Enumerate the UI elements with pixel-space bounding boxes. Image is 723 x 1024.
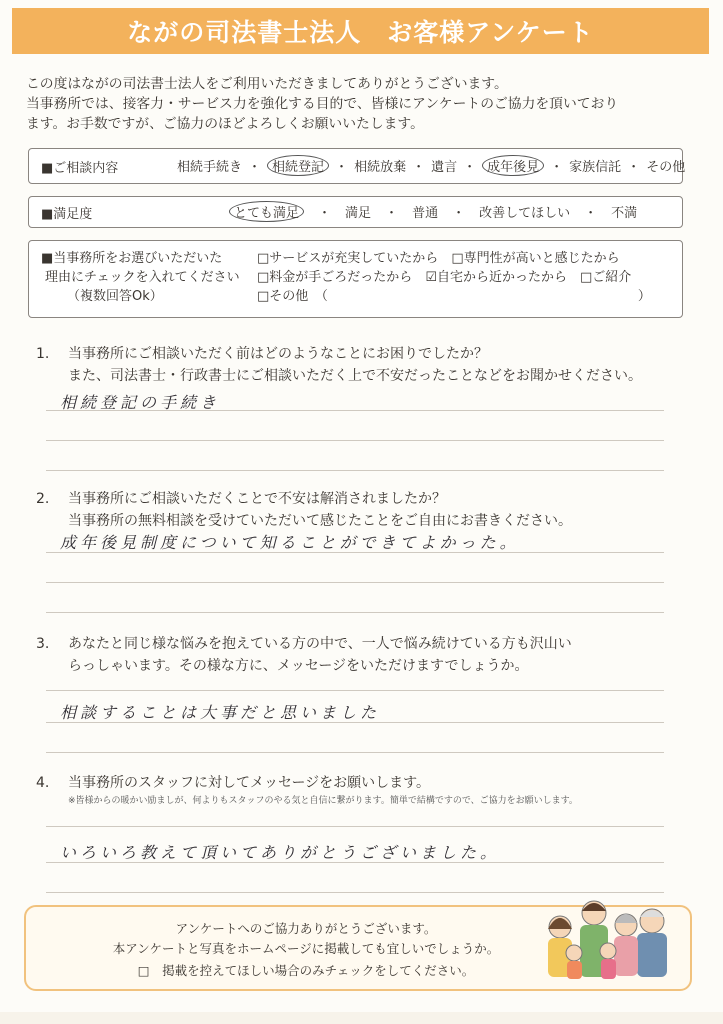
intro-line: この度はながの司法書士法人をご利用いただきましてありがとうございます。 xyxy=(26,76,508,92)
question-1 xyxy=(36,343,642,387)
consult-label: ■ご相談内容 xyxy=(41,161,119,176)
reason-checkbox[interactable]: □専門性が高いと感じたから xyxy=(451,251,620,266)
consult-options: 相続手続き ・ 相続登記 ・ 相続放棄 ・ 遺言 ・ 成年後見 ・ 家族信託 ・ その他 xyxy=(177,155,685,176)
paren-open: （ xyxy=(321,289,328,304)
question-text: 当事務所にご相談いただく前はどのようなことにお困りでしたか？ xyxy=(68,346,488,362)
question-2 xyxy=(36,488,572,532)
question-4 xyxy=(36,772,578,808)
reason-checkbox[interactable]: □料金が手ごろだったから xyxy=(257,270,413,285)
intro-text xyxy=(26,74,706,134)
question-number: 3. xyxy=(36,636,50,652)
reason-options xyxy=(257,249,651,306)
consult-option[interactable]: 遺言 xyxy=(431,160,458,175)
answer-4-handwriting: いろいろ教えて頂いてありがとうございました。 xyxy=(60,843,501,862)
survey-title: ながの司法書士法人 お客様アンケート xyxy=(12,8,709,54)
page-bottom-edge xyxy=(0,1012,723,1024)
question-number: 1. xyxy=(36,346,50,362)
reason-checkbox[interactable]: □ご紹介 xyxy=(579,270,632,285)
satisfaction-box xyxy=(28,196,683,228)
question-note: ※皆様からの暖かい励ましが、何よりもスタッフのやる気と自信に繋がります。簡単で結構ですので、ご協力をお願いします。 xyxy=(68,796,578,806)
question-text: 当事務所にご相談いただくことで不安は解消されましたか？ xyxy=(68,491,446,507)
answer-line xyxy=(46,826,664,827)
answer-line xyxy=(46,582,664,583)
question-text: らっしゃいます。その様な方に、メッセージをいただけますでしょうか。 xyxy=(68,658,529,674)
reason-label-line: 理由にチェックを入れてください xyxy=(45,270,240,285)
question-text: また、司法書士・行政書士にご相談いただく上で不安だったことなどをお聞かせください。 xyxy=(68,368,642,384)
intro-line: ます。お手数ですが、ご協力のほどよろしくお願いいたします。 xyxy=(26,116,424,132)
satisfaction-label: ■満足度 xyxy=(41,207,93,222)
satisfaction-options: とても満足 ・ 満足 ・ 普通 ・ 改善してほしい ・ 不満 xyxy=(229,201,637,222)
satisfaction-option[interactable]: 改善してほしい xyxy=(479,206,571,221)
answer-line xyxy=(46,410,664,411)
answer-line xyxy=(46,690,664,691)
answer-line xyxy=(46,862,664,863)
family-illustration-icon xyxy=(534,895,684,987)
reason-label-line: （複数回答Ok） xyxy=(67,289,163,304)
satisfaction-option[interactable]: 満足 xyxy=(345,206,372,221)
footer-permission: 本アンケートと写真をホームページに掲載しても宜しいでしょうか。 xyxy=(112,941,500,956)
footer-panel xyxy=(24,905,692,991)
consult-option[interactable]: 家族信託 xyxy=(569,160,622,175)
answer-line xyxy=(46,470,664,471)
question-text: 当事務所の無料相談を受けていただいて感じたことをご自由にお書きください。 xyxy=(68,513,572,529)
answer-3-handwriting: 相談することは大事だと思いました xyxy=(60,703,381,722)
answer-1-handwriting: 相続登記の手続き xyxy=(60,393,221,412)
question-number: 2. xyxy=(36,491,50,507)
intro-line: 当事務所では、接客力・サービス力を強化する目的で、皆様にアンケートのご協力を頂いており xyxy=(26,96,619,112)
question-text: 当事務所のスタッフに対してメッセージをお願いします。 xyxy=(68,775,431,791)
paren-close: ） xyxy=(637,289,651,304)
consult-option[interactable]: 相続手続き xyxy=(177,160,243,175)
answer-line xyxy=(46,722,664,723)
answer-2-handwriting: 成年後見制度について知ることができてよかった。 xyxy=(60,533,520,552)
footer-thanks: アンケートへのご協力ありがとうございます。 xyxy=(175,921,437,936)
consult-box xyxy=(28,148,686,184)
satisfaction-option[interactable]: 普通 xyxy=(412,206,439,221)
reason-box xyxy=(28,240,683,318)
satisfaction-option[interactable]: 不満 xyxy=(611,206,638,221)
reason-checkbox[interactable]: □サービスが充実していたから xyxy=(257,251,439,266)
question-number: 4. xyxy=(36,775,50,791)
footer-opt-out-checkbox[interactable]: □ 掲載を控えてほしい場合のみチェックをしてください。 xyxy=(137,963,475,978)
consult-option-selected[interactable]: 成年後見 xyxy=(482,155,544,176)
question-3 xyxy=(36,633,572,677)
reason-label-line: ■当事務所をお選びいただいた xyxy=(41,251,223,266)
answer-line xyxy=(46,892,664,893)
answer-line xyxy=(46,552,664,553)
consult-option[interactable]: 相続放棄 xyxy=(354,160,407,175)
satisfaction-option-selected[interactable]: とても満足 xyxy=(229,201,304,222)
question-text: あなたと同じ様な悩みを抱えている方の中で、一人で悩み続けている方も沢山い xyxy=(68,636,572,652)
consult-option-selected[interactable]: 相続登記 xyxy=(267,155,329,176)
reason-checkbox-checked[interactable]: ☑自宅から近かったから xyxy=(425,270,567,285)
answer-line xyxy=(46,440,664,441)
answer-line xyxy=(46,752,664,753)
answer-line xyxy=(46,612,664,613)
reason-checkbox[interactable]: □その他 xyxy=(257,289,309,304)
reason-label xyxy=(41,249,240,306)
consult-option[interactable]: その他 xyxy=(646,160,686,175)
